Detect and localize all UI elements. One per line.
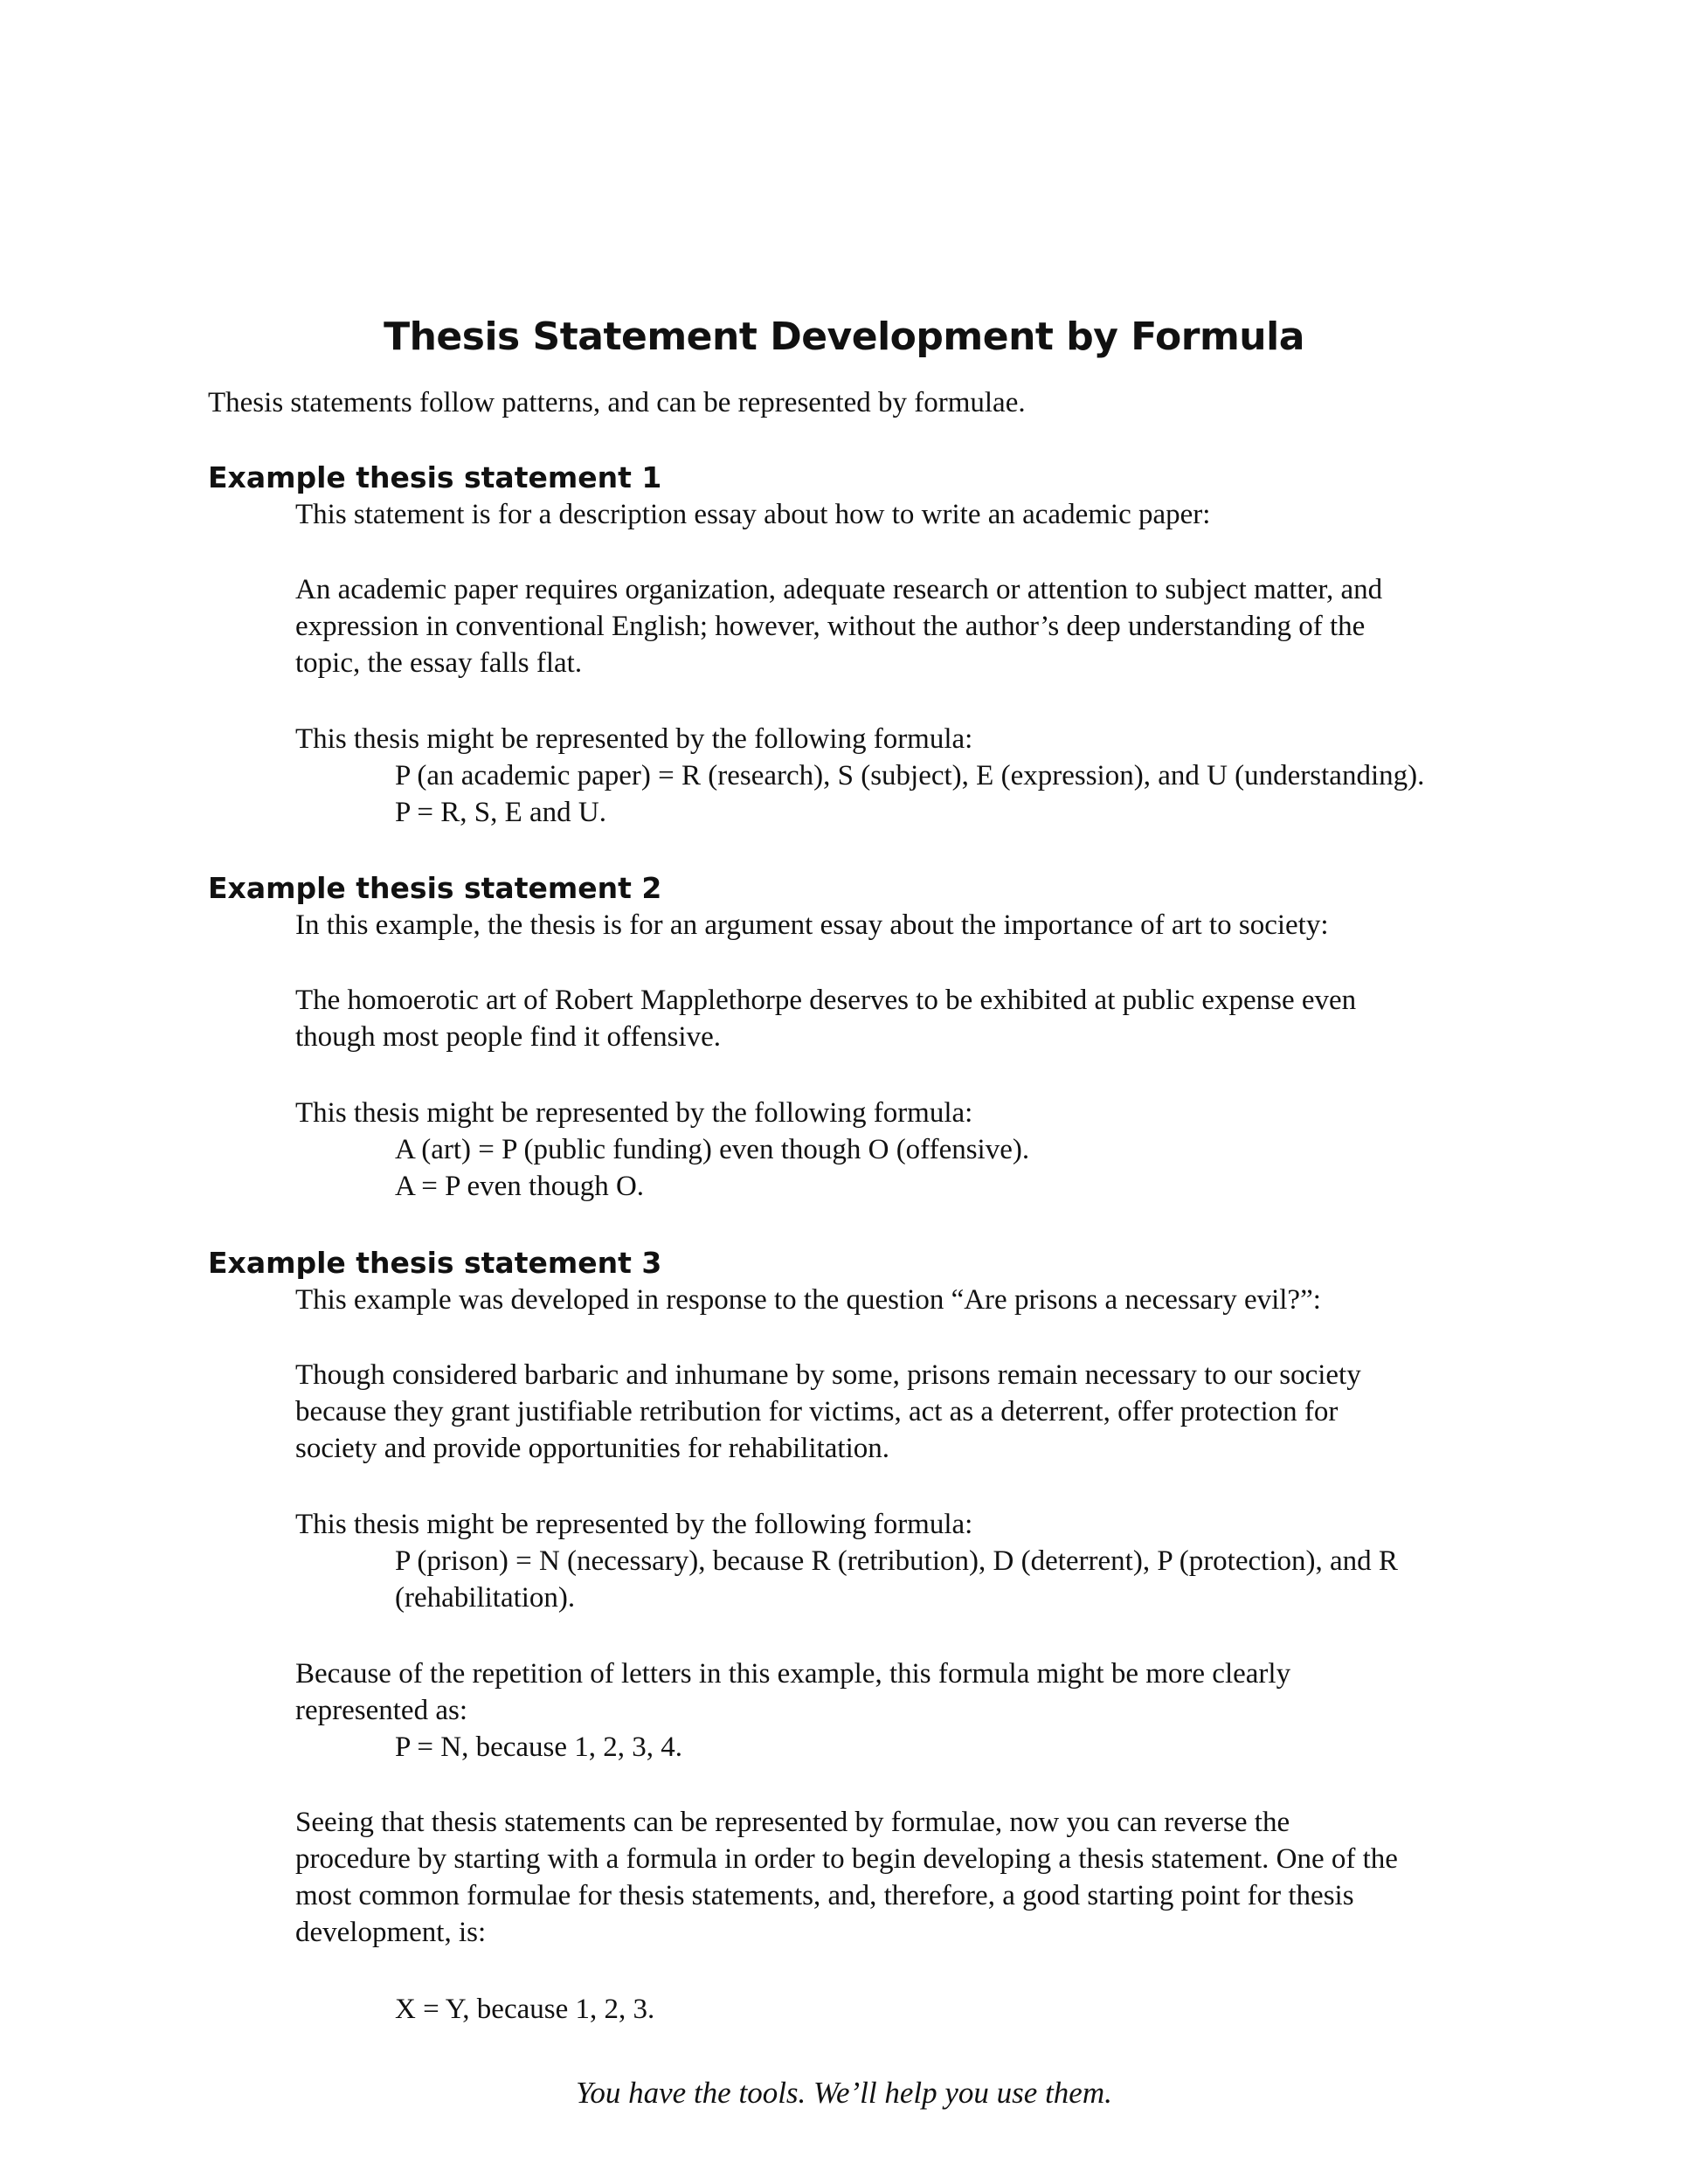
example-2-formula-intro: This thesis might be represented by the following formula: <box>295 1097 973 1129</box>
formula-line: P = R, S, E and U. <box>395 797 606 828</box>
example-3-heading: Example thesis statement 3 <box>208 1246 662 1280</box>
example-3-repetition-note <box>295 1655 1519 1729</box>
example-3-description: This example was developed in response to the question “Are prisons a necessary evil?”: <box>295 1284 1321 1316</box>
formula-line: A = P even though O. <box>395 1171 645 1202</box>
conclusion-line: development, is: <box>295 1917 487 1948</box>
thesis-line: An academic paper requires organization, adequate research or attention to subject matter, and <box>295 574 1383 605</box>
example-3-thesis <box>295 1357 1519 1467</box>
note-line: represented as: <box>295 1695 467 1726</box>
thesis-line: The homoerotic art of Robert Mapplethorpe deserves to be exhibited at public expense even <box>295 985 1357 1016</box>
formula-line: P (prison) = N (necessary), because R (retribution), D (deterrent), P (protection), and R <box>395 1545 1398 1577</box>
example-3-formula-intro: This thesis might be represented by the following formula: <box>295 1509 973 1540</box>
example-2-thesis <box>295 982 1519 1055</box>
thesis-line: Though considered barbaric and inhumane by some, prisons remain necessary to our society <box>295 1359 1361 1391</box>
note-line: Because of the repetition of letters in this example, this formula might be more clearly <box>295 1658 1291 1690</box>
example-2-formula <box>395 1131 1531 1205</box>
example-3-simplified-formula: P = N, because 1, 2, 3, 4. <box>395 1731 683 1763</box>
conclusion-line: Seeing that thesis statements can be represented by formulae, now you can reverse the <box>295 1807 1290 1838</box>
example-1-thesis <box>295 571 1519 681</box>
example-1-heading: Example thesis statement 1 <box>208 460 662 494</box>
example-1-formula-intro: This thesis might be represented by the following formula: <box>295 723 973 755</box>
general-formula: X = Y, because 1, 2, 3. <box>395 1994 655 2025</box>
thesis-line: society and provide opportunities for rehabilitation. <box>295 1433 889 1464</box>
example-2-heading: Example thesis statement 2 <box>208 871 662 905</box>
thesis-line: because they grant justifiable retribution for victims, act as a deterrent, offer protection for <box>295 1396 1339 1427</box>
example-3-formula <box>395 1543 1531 1616</box>
example-1-formula <box>395 757 1531 831</box>
formula-line: P (an academic paper) = R (research), S (subject), E (expression), and U (understanding). <box>395 760 1425 791</box>
conclusion-line: most common formulae for thesis statements, and, therefore, a good starting point for thesis <box>295 1880 1354 1911</box>
thesis-line: expression in conventional English; however, without the author’s deep understanding of the <box>295 611 1366 642</box>
example-2-description: In this example, the thesis is for an argument essay about the importance of art to society: <box>295 909 1329 941</box>
conclusion-line: procedure by starting with a formula in order to begin developing a thesis statement. One of the <box>295 1843 1398 1875</box>
formula-line: A (art) = P (public funding) even though O (offensive). <box>395 1134 1030 1165</box>
page-title: Thesis Statement Development by Formula <box>384 314 1304 359</box>
intro-text: Thesis statements follow patterns, and can be represented by formulae. <box>208 387 1026 418</box>
example-1-description: This statement is for a description essay about how to write an academic paper: <box>295 499 1211 530</box>
thesis-line: topic, the essay falls flat. <box>295 647 583 679</box>
conclusion-paragraph <box>295 1804 1519 1951</box>
formula-line: (rehabilitation). <box>395 1582 576 1614</box>
footer-tagline: You have the tools. We’ll help you use them. <box>576 2076 1112 2110</box>
thesis-line: though most people find it offensive. <box>295 1021 721 1053</box>
